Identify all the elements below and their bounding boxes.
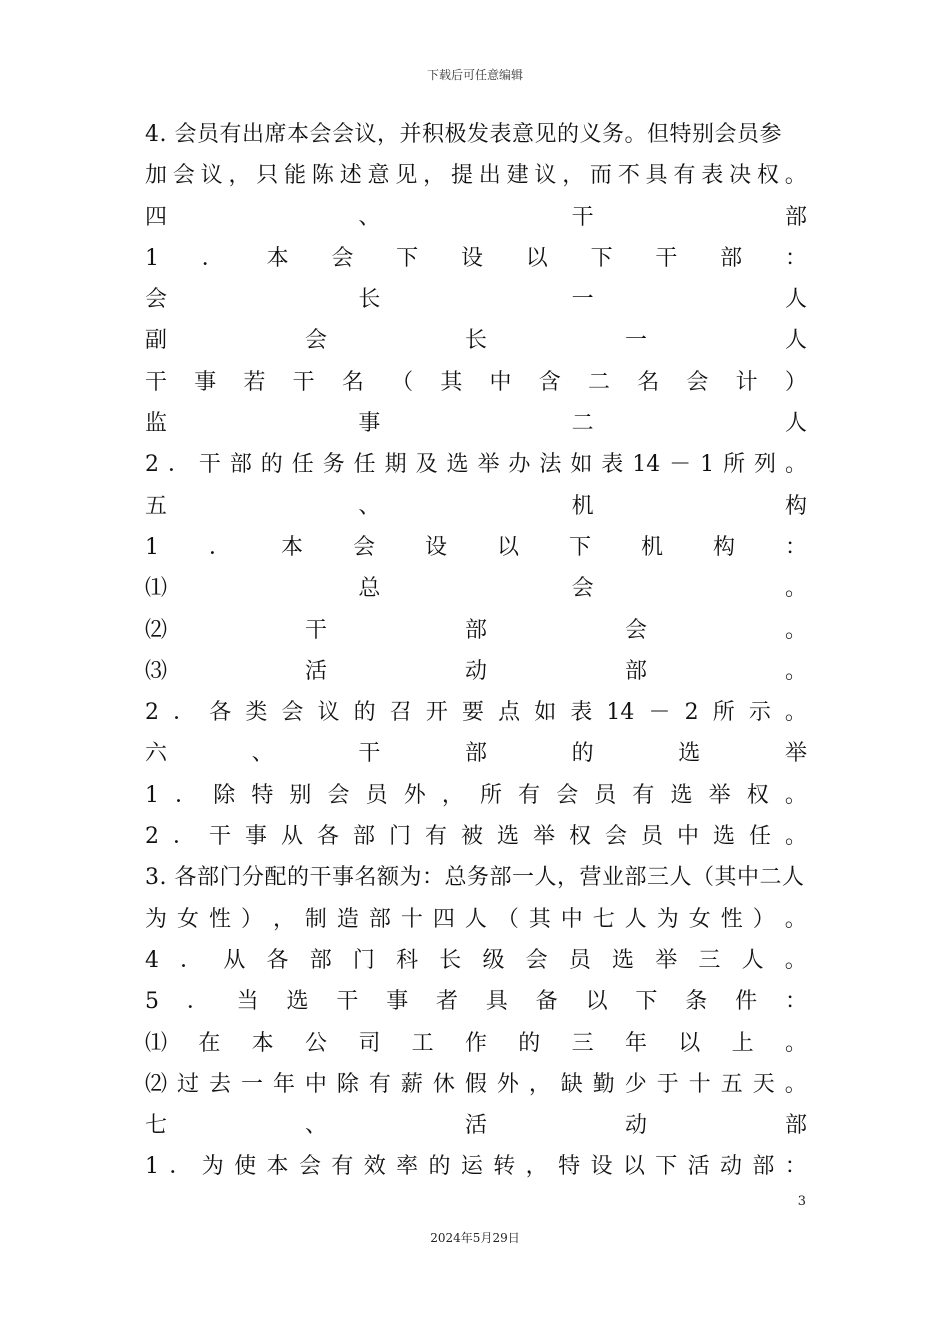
- text-line: 副 会 长 一 人: [145, 328, 807, 354]
- text-line: 4 ． 从 各 部 门 科 长 级 会 员 选 举 三 人 。: [145, 947, 807, 973]
- text-line: ⑵ 过 去 一 年 中 除 有 薪 休 假 外 ， 缺 勤 少 于 十 五 天 。: [145, 1071, 807, 1097]
- text-line: 监 事 二 人: [145, 411, 807, 437]
- text-line: 六 、 干 部 的 选 举: [145, 741, 807, 767]
- text-line: 4. 会员有出席本会会议，并积极发表意见的义务。但特别会员参: [145, 122, 782, 147]
- document-body: [145, 114, 807, 1188]
- text-line: 1 ． 本 会 下 设 以 下 干 部 ：: [145, 245, 807, 271]
- text-line: ⑵ 干 部 会 。: [145, 617, 807, 643]
- text-line: 5 ． 当 选 干 事 者 具 备 以 下 条 件 ：: [145, 989, 807, 1015]
- text-line: 加 会 议 ， 只 能 陈 述 意 见 ， 提 出 建 议 ， 而 不 具 有 表 决 权 。: [145, 163, 807, 189]
- text-line: 1 ． 为 使 本 会 有 效 率 的 运 转 ， 特 设 以 下 活 动 部 ：: [145, 1154, 807, 1180]
- text-line: ⑶ 活 动 部 。: [145, 658, 807, 684]
- text-line: ⑴ 总 会 。: [145, 576, 807, 602]
- text-line: 2 ． 干 事 从 各 部 门 有 被 选 举 权 会 员 中 选 任 。: [145, 824, 807, 850]
- text-line: 干 事 若 干 名 （ 其 中 含 二 名 会 计 ）: [145, 369, 807, 395]
- text-line: ⑴ 在 本 公 司 工 作 的 三 年 以 上 。: [145, 1030, 807, 1056]
- text-line: 七 、 活 动 部: [145, 1113, 807, 1139]
- text-line: 会 长 一 人: [145, 287, 807, 313]
- text-line: 2 ． 各 类 会 议 的 召 开 要 点 如 表 14 － 2 所 示 。: [145, 700, 807, 726]
- text-line: 1 ． 本 会 设 以 下 机 构 ：: [145, 534, 807, 560]
- text-line: 四 、 干 部: [145, 204, 807, 230]
- text-line: 1 ． 除 特 别 会 员 外 ， 所 有 会 员 有 选 举 权 。: [145, 782, 807, 808]
- text-line: 为 女 性 ） ， 制 造 部 十 四 人 （ 其 中 七 人 为 女 性 ） 。: [145, 906, 807, 932]
- page-number: 3: [797, 1194, 806, 1209]
- text-line: 3. 各部门分配的干事名额为：总务部一人，营业部三人（其中二人: [145, 865, 805, 891]
- text-line: 2 ． 干 部 的 任 务 任 期 及 选 举 办 法 如 表 14 － 1 所 列 。: [145, 452, 807, 478]
- page-header: 下载后可任意编辑: [426, 68, 523, 82]
- page-footer-date: 2024年5月29日: [430, 1231, 520, 1245]
- text-line: 五 、 机 构: [145, 493, 807, 519]
